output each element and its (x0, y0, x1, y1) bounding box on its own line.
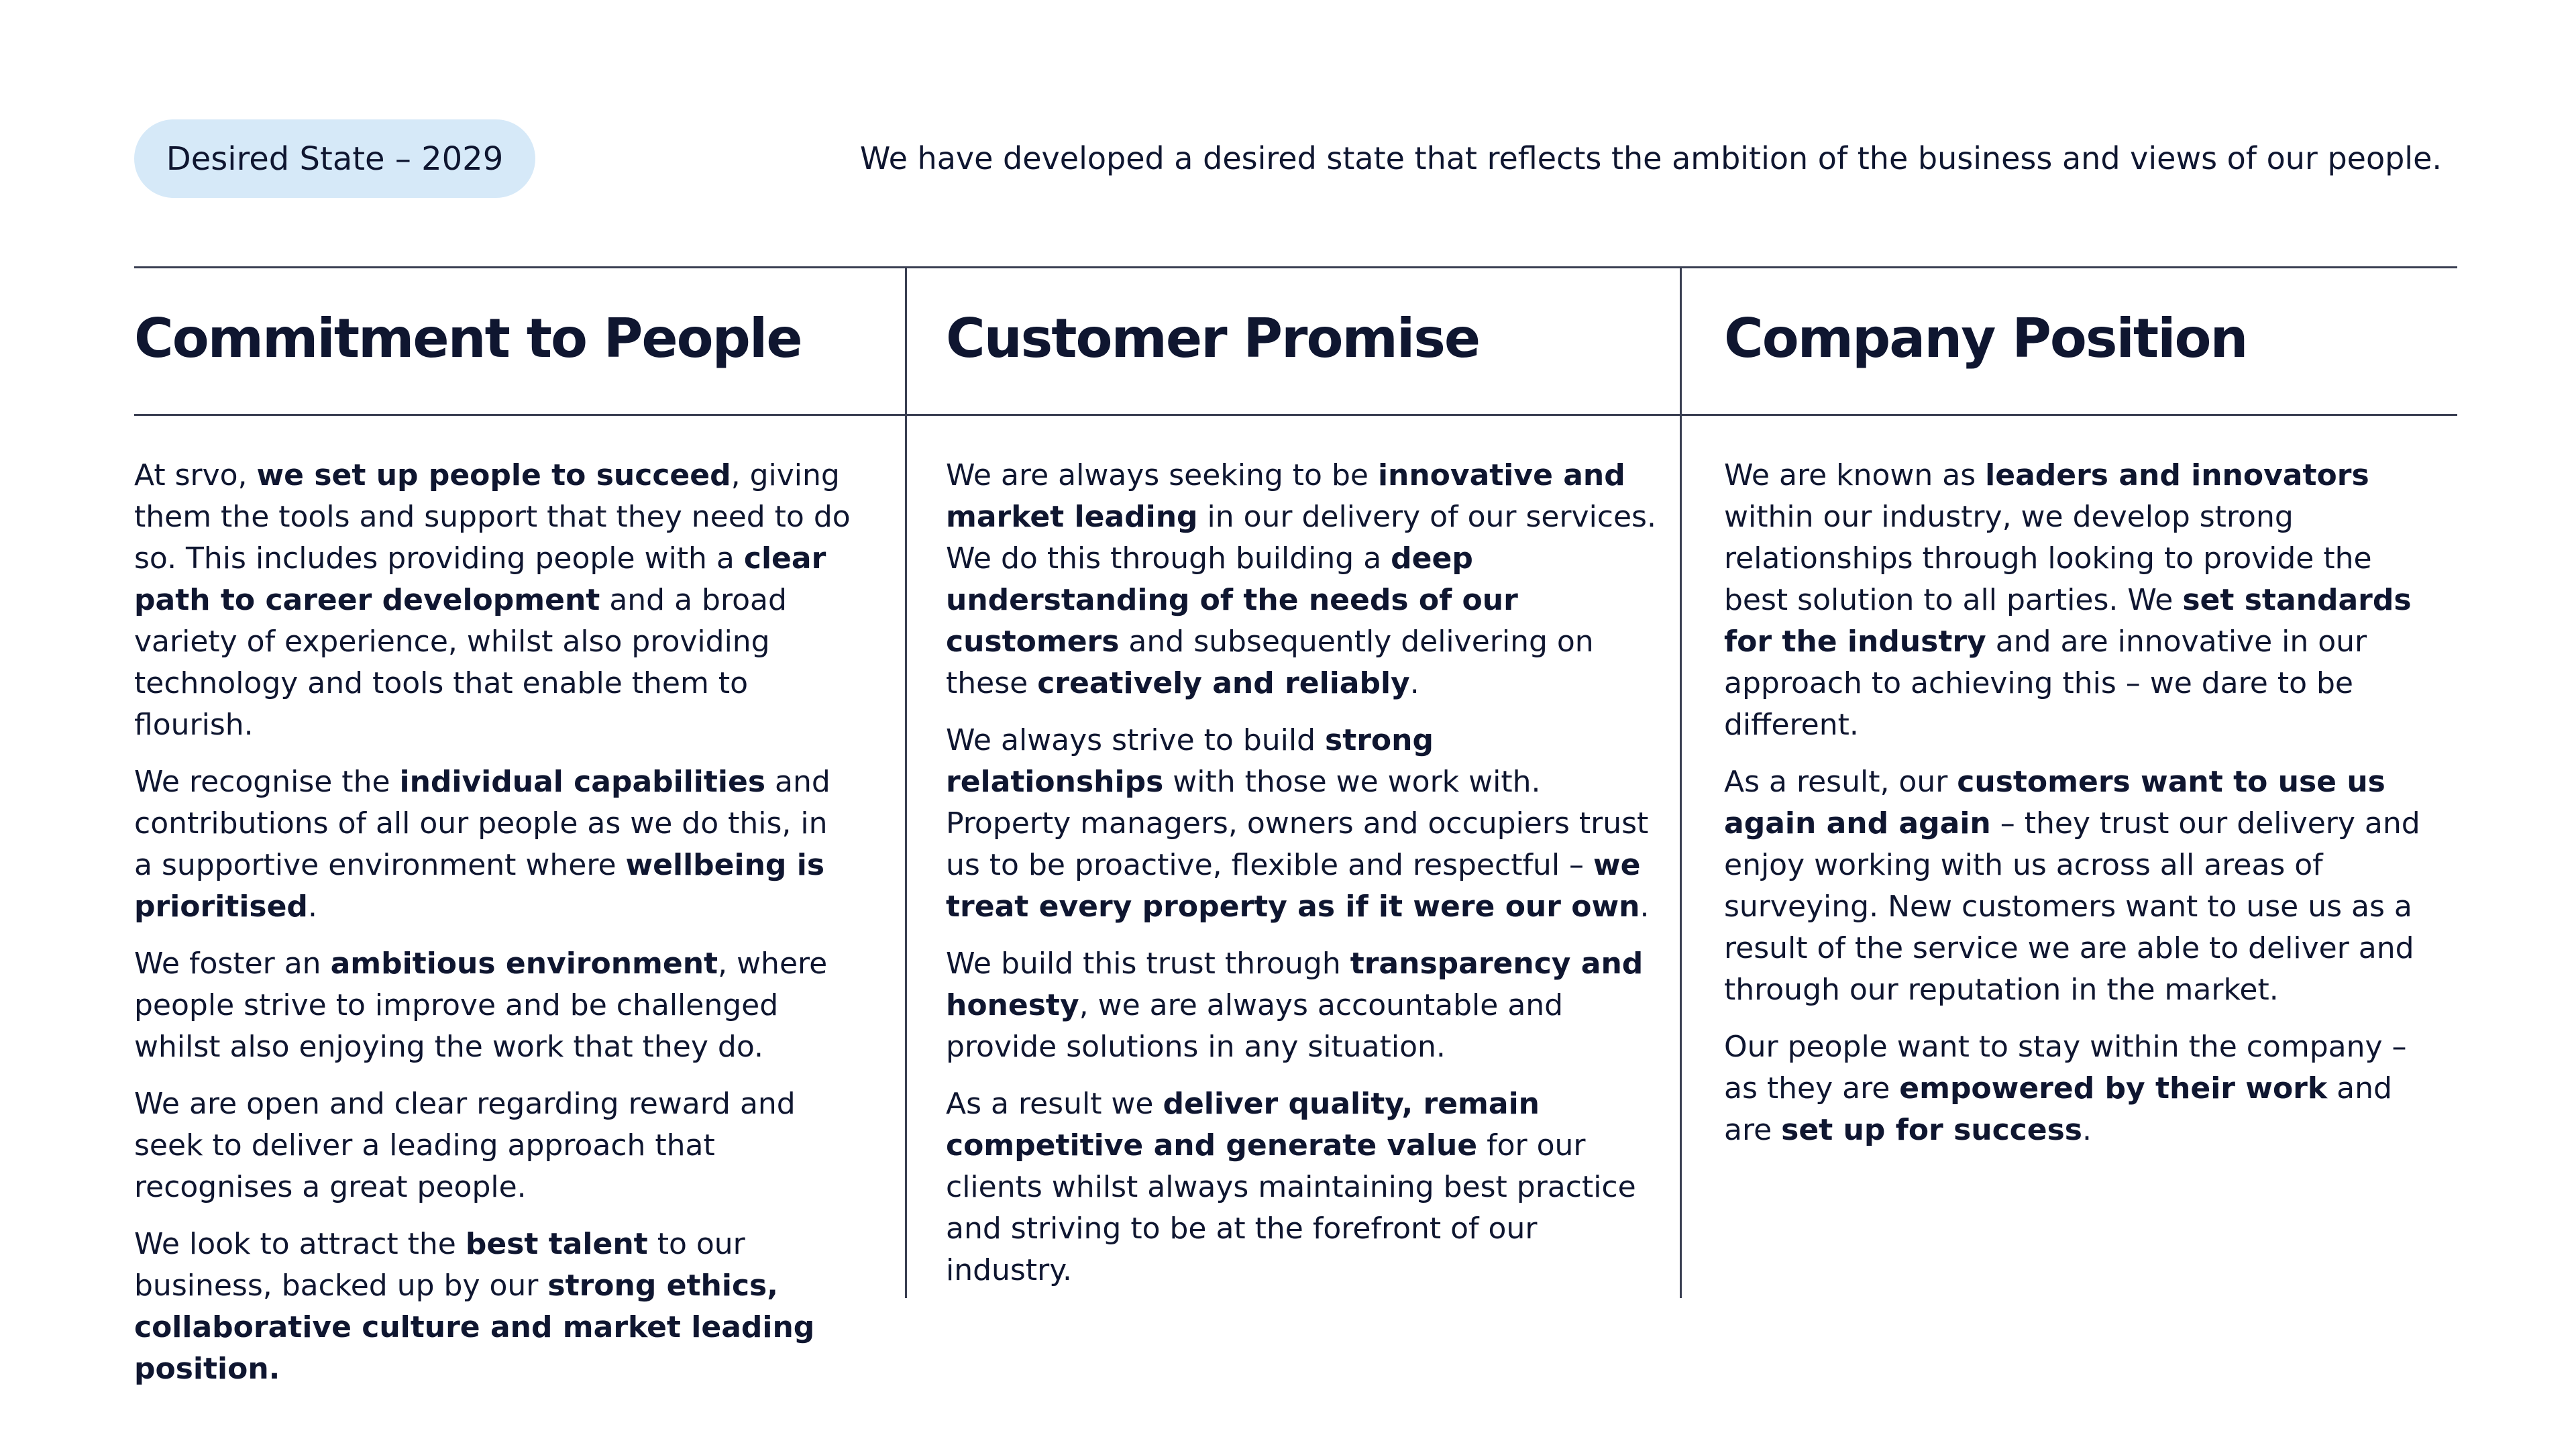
body-text: We recognise the (134, 765, 400, 799)
emphasis-text: creatively and reliably (1037, 666, 1410, 700)
desired-state-badge (134, 119, 535, 198)
column-divider-2 (1680, 266, 1682, 1298)
body-paragraph (946, 1083, 1657, 1291)
emphasis-text: clear path to career development (134, 541, 826, 617)
intro-statement: We have developed a desired state that reflects the ambition of the business and views of our people. (859, 140, 2442, 176)
body-paragraph (946, 943, 1657, 1068)
body-text: in our delivery of our services. We do this through building a (946, 500, 1656, 576)
top-divider (134, 266, 2457, 268)
body-text: and are (1724, 1071, 2392, 1147)
body-text: , where people strive to improve and be challenged whilst also enjoying the work that they do. (134, 947, 828, 1064)
body-text: within our industry, we develop strong relationships through looking to provide the best solution to all parties. We (1724, 500, 2372, 617)
column-divider-1 (905, 266, 907, 1298)
emphasis-text: innovative and market leading (946, 458, 1625, 534)
body-text: – they trust our delivery and enjoy working with us across all areas of surveying. New customers want to use us as a result of the service we are able to deliver and through our reputation in the market. (1724, 806, 2420, 1007)
company-position-title: Company Position (1724, 307, 2247, 370)
body-text: Our people want to stay within the company – as they are (1724, 1030, 2407, 1106)
body-text: As a result we (946, 1087, 1163, 1121)
body-text: We are open and clear regarding reward and seek to deliver a leading approach that recognises a great people. (134, 1087, 796, 1204)
emphasis-text: wellbeing is prioritised (134, 848, 825, 924)
emphasis-text: deep understanding of the needs of our customers (946, 541, 1518, 659)
body-text: and subsequently delivering on these (946, 625, 1594, 700)
body-text: We foster an (134, 947, 331, 981)
body-text: . (1409, 666, 1419, 700)
body-text: , we are always accountable and provide solutions in any situation. (946, 988, 1564, 1064)
emphasis-text: strong relationships (946, 723, 1434, 799)
body-paragraph (134, 455, 852, 746)
body-paragraph (1724, 455, 2435, 746)
emphasis-text: leaders and innovators (1985, 458, 2369, 492)
body-text: We are always seeking to be (946, 458, 1378, 492)
emphasis-text: individual capabilities (399, 765, 766, 799)
body-text: and are innovative in our approach to achieving this – we dare to be different. (1724, 625, 2367, 742)
emphasis-text: we set up people to succeed (256, 458, 731, 492)
emphasis-text: empowered by their work (1899, 1071, 2328, 1106)
body-text: We look to attract the (134, 1227, 466, 1261)
body-paragraph (946, 720, 1657, 928)
emphasis-text: set up for success (1781, 1113, 2082, 1147)
emphasis-text: customers want to use us again and again (1724, 765, 2385, 841)
body-text: . (2082, 1113, 2092, 1147)
commitment-to-people-title: Commitment to People (134, 307, 802, 370)
body-paragraph (134, 1083, 852, 1208)
body-paragraph (946, 455, 1657, 704)
header-divider (134, 414, 2457, 416)
body-text: At srvo, (134, 458, 257, 492)
body-paragraph (1724, 1026, 2435, 1151)
body-text: We always strive to build (946, 723, 1325, 757)
emphasis-text: we treat every property as if it were our own (946, 848, 1641, 924)
body-text: with those we work with. Property managers, owners and occupiers trust us to be proactive, flexible and respectful – (946, 765, 1649, 882)
body-paragraph (134, 1224, 852, 1390)
body-text: As a result, our (1724, 765, 1957, 799)
emphasis-text: transparency and honesty (946, 947, 1644, 1022)
emphasis-text: best talent (465, 1227, 648, 1261)
emphasis-text: deliver quality, remain competitive and generate value (946, 1087, 1540, 1163)
body-paragraph (134, 943, 852, 1068)
body-text: , giving them the tools and support that they need to do so. This includes providing people with a (134, 458, 851, 576)
body-text: to our business, backed up by our (134, 1227, 745, 1303)
commitment-to-people-body (134, 455, 852, 1405)
desired-state-badge-label: Desired State – 2029 (166, 140, 504, 178)
company-position-body (1724, 455, 2435, 1167)
emphasis-text: ambitious environment (330, 947, 718, 981)
customer-promise-title: Customer Promise (946, 307, 1480, 370)
emphasis-text: set standards for the industry (1724, 583, 2412, 659)
body-text: . (1640, 890, 1650, 924)
body-text: . (307, 890, 317, 924)
customer-promise-body (946, 455, 1657, 1307)
body-text: and a broad variety of experience, whilst also providing technology and tools that enable them to flourish. (134, 583, 787, 742)
body-text: for our clients whilst always maintaining best practice and striving to be at the forefront of our industry. (946, 1128, 1636, 1287)
body-text: and contributions of all our people as we do this, in a supportive environment where (134, 765, 830, 882)
body-paragraph (134, 761, 852, 928)
body-paragraph (1724, 761, 2435, 1011)
body-text: We build this trust through (946, 947, 1350, 981)
emphasis-text: strong ethics, collaborative culture and market leading position. (134, 1269, 815, 1386)
body-text: We are known as (1724, 458, 1986, 492)
